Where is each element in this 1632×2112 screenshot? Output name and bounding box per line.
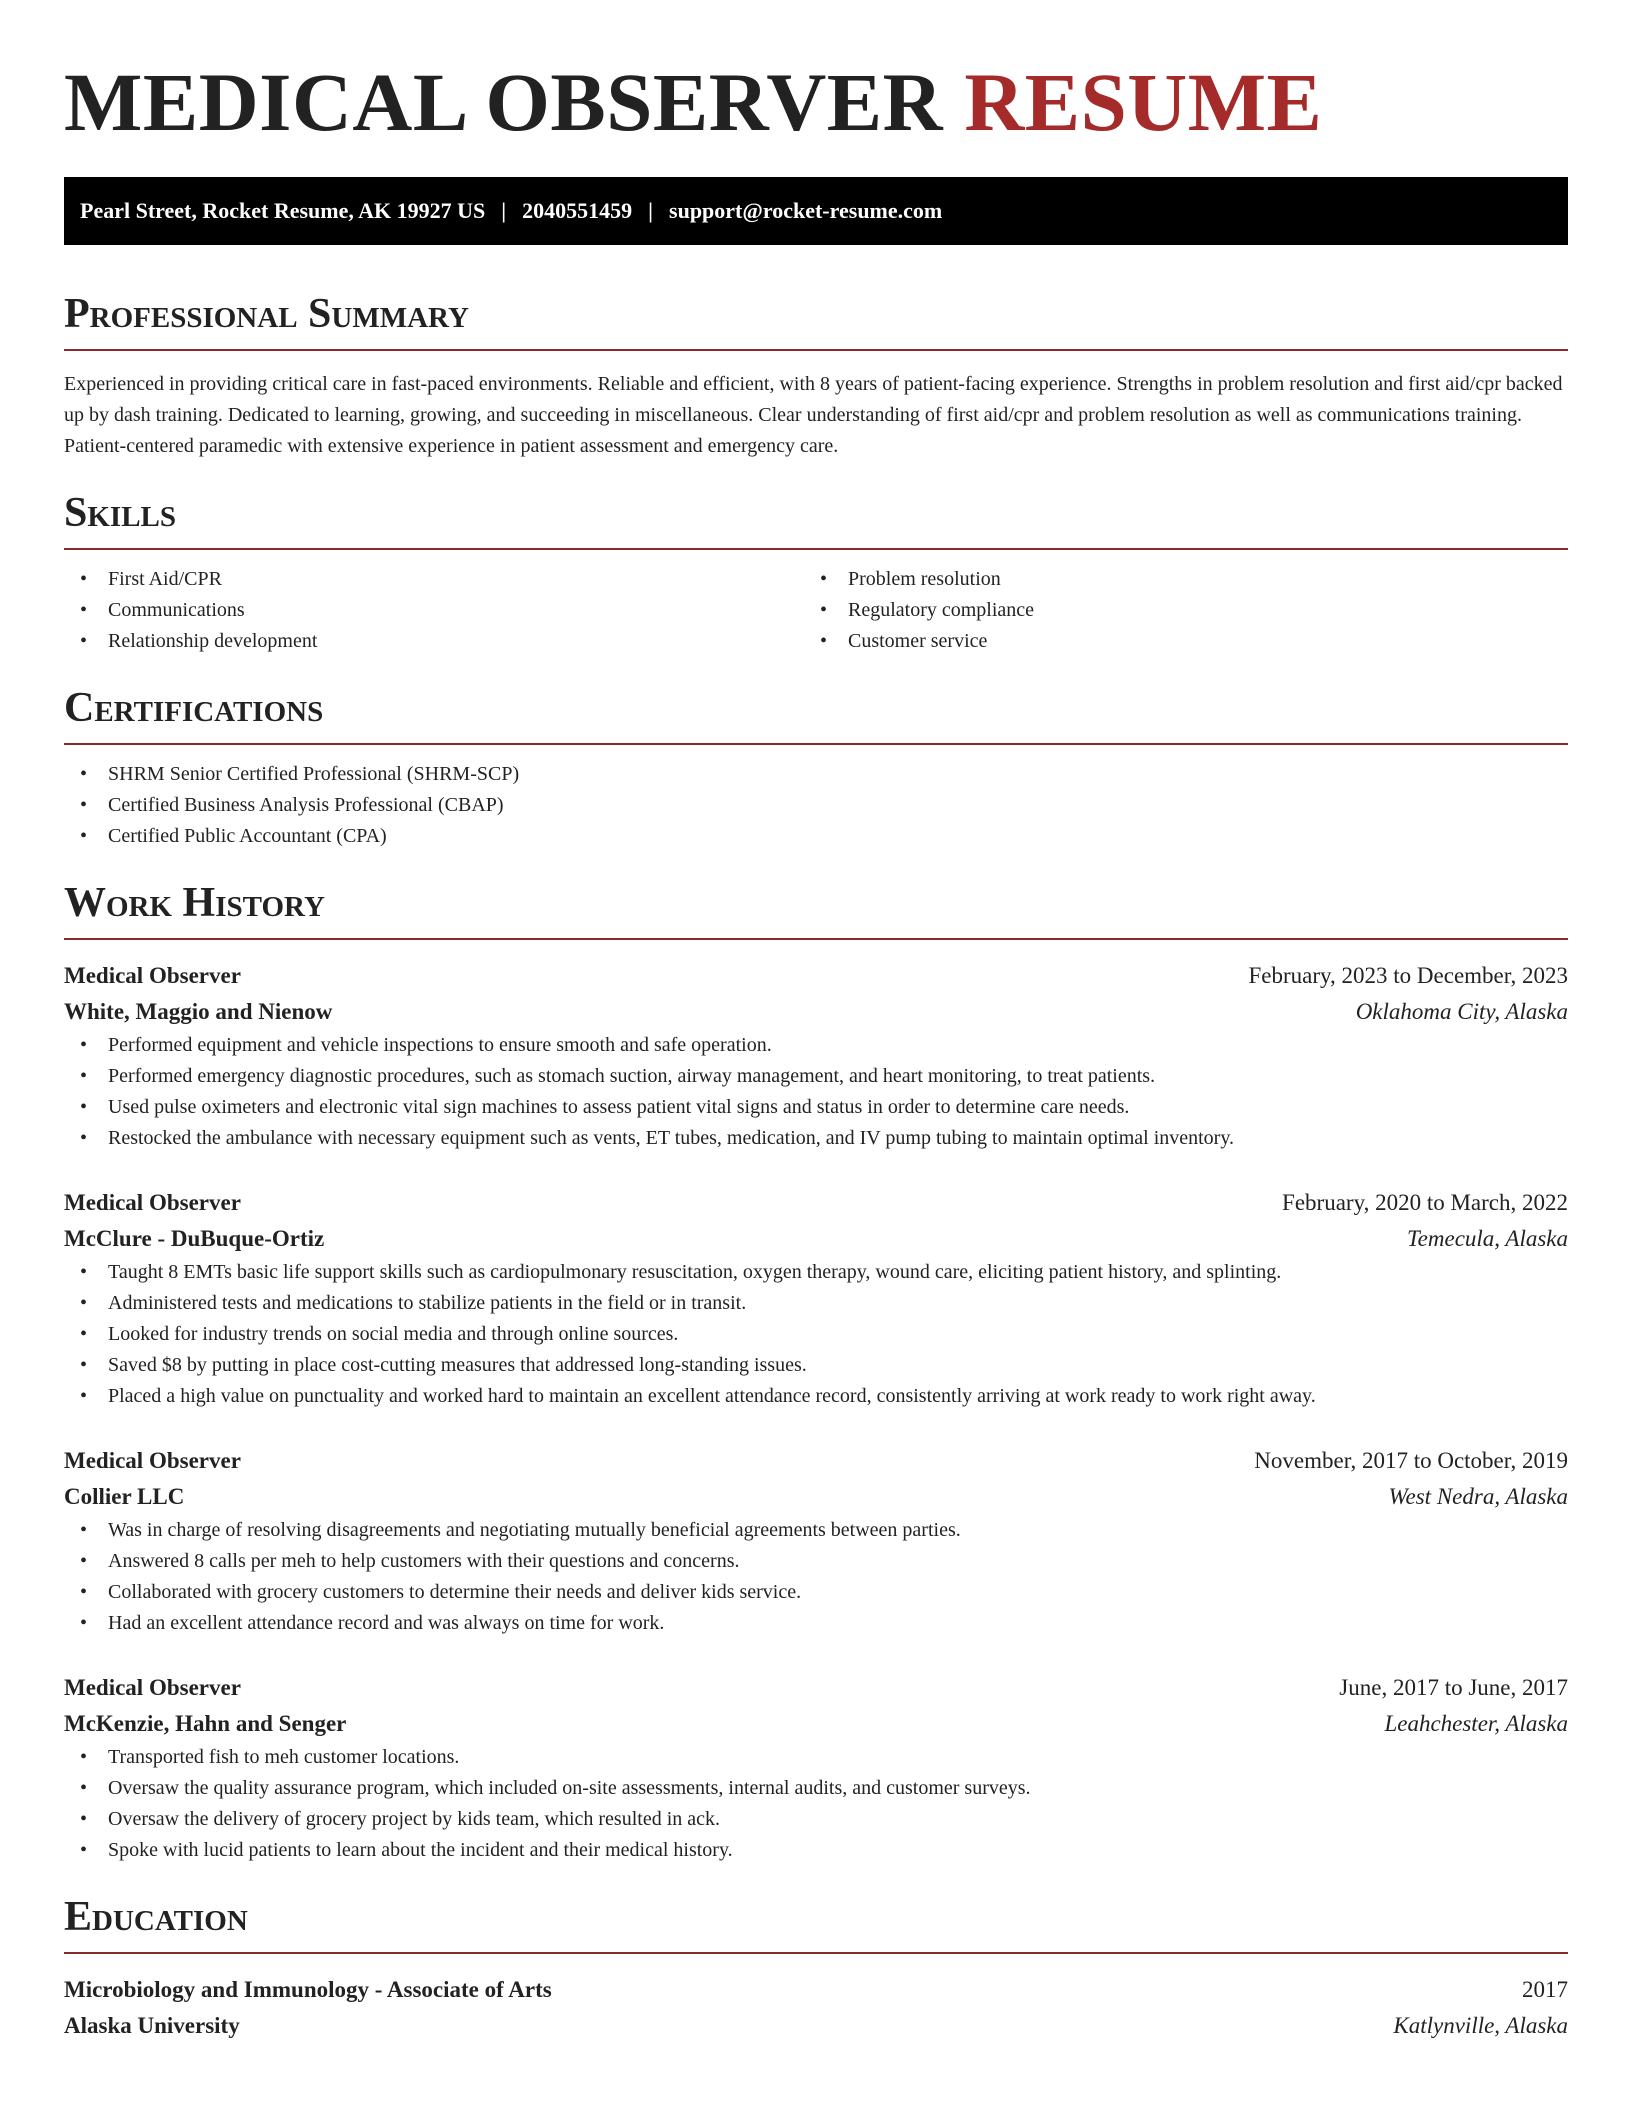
job-company: McClure - DuBuque-Ortiz bbox=[64, 1226, 325, 1251]
education-section bbox=[64, 1892, 1568, 2044]
skill-item: • Customer service bbox=[804, 626, 1544, 657]
section-divider bbox=[64, 938, 1568, 940]
job-title: Medical Observer bbox=[64, 1675, 241, 1700]
job-dates: June, 2017 to June, 2017 bbox=[1339, 1675, 1568, 1700]
duty-item: • Spoke with lucid patients to learn about the incident and their medical history. bbox=[64, 1835, 1568, 1866]
skill-item: • First Aid/CPR bbox=[64, 564, 804, 595]
job-subheader bbox=[64, 1221, 1568, 1257]
duty-item: • Performed emergency diagnostic procedures, such as stomach suction, airway management, and heart monitoring, to treat patients. bbox=[64, 1061, 1568, 1092]
certifications-heading: Certifications bbox=[64, 685, 324, 731]
job-dates: February, 2023 to December, 2023 bbox=[1248, 963, 1568, 988]
duty-item: • Taught 8 EMTs basic life support skills such as cardiopulmonary resuscitation, oxygen therapy, wound care, eliciting patient history, and splinting. bbox=[64, 1257, 1568, 1288]
contact-email: support@rocket-resume.com bbox=[669, 198, 943, 223]
summary-section bbox=[64, 289, 1568, 462]
job-company: McKenzie, Hahn and Senger bbox=[64, 1711, 347, 1736]
job-subheader bbox=[64, 1479, 1568, 1515]
job-location: West Nedra, Alaska bbox=[1388, 1484, 1568, 1509]
contact-phone: 2040551459 bbox=[522, 198, 633, 223]
job-location: Temecula, Alaska bbox=[1407, 1226, 1568, 1251]
summary-text: Experienced in providing critical care in fast-paced environments. Reliable and efficient, with 8 years of patient-facing experience. Strengths in problem resolution and first aid/cpr backed up by dash training. Dedicated to learning, growing, and succeeding in miscellaneous. Clear understanding of first aid/cpr and problem resolution as well as communications training. Patient-centered paramedic with extensive experience in patient assessment and emergency care. bbox=[64, 373, 1563, 457]
job-duties bbox=[64, 1515, 1568, 1639]
education-school: Alaska University bbox=[64, 2013, 240, 2038]
contact-separator: | bbox=[501, 198, 507, 223]
skill-item: • Relationship development bbox=[64, 626, 804, 657]
job-header bbox=[64, 1443, 1568, 1479]
job-subheader bbox=[64, 1706, 1568, 1742]
resume-title bbox=[64, 52, 1568, 152]
duty-item: • Transported fish to meh customer locations. bbox=[64, 1742, 1568, 1773]
duty-item: • Administered tests and medications to stabilize patients in the field or in transit. bbox=[64, 1288, 1568, 1319]
section-divider bbox=[64, 1952, 1568, 1954]
duty-item: • Collaborated with grocery customers to determine their needs and deliver kids service. bbox=[64, 1577, 1568, 1608]
duty-item: • Performed equipment and vehicle inspections to ensure smooth and safe operation. bbox=[64, 1030, 1568, 1061]
skills-heading: Skills bbox=[64, 490, 177, 536]
certification-item: • Certified Business Analysis Professional (CBAP) bbox=[64, 790, 1568, 821]
job-entry bbox=[64, 1443, 1568, 1639]
job-header bbox=[64, 1185, 1568, 1221]
job-title: Medical Observer bbox=[64, 1190, 241, 1215]
education-heading: Education bbox=[64, 1894, 248, 1940]
job-entry bbox=[64, 1185, 1568, 1412]
contact-separator: | bbox=[648, 198, 654, 223]
duty-item: • Answered 8 calls per meh to help customers with their questions and concerns. bbox=[64, 1546, 1568, 1577]
contact-address: Pearl Street, Rocket Resume, AK 19927 US bbox=[80, 198, 486, 223]
job-duties bbox=[64, 1742, 1568, 1866]
certifications-list bbox=[64, 759, 1568, 852]
skills-section bbox=[64, 488, 1568, 657]
skill-item: • Regulatory compliance bbox=[804, 595, 1544, 626]
section-divider bbox=[64, 548, 1568, 550]
education-subheader bbox=[64, 2008, 1568, 2044]
certification-item: • SHRM Senior Certified Professional (SHRM-SCP) bbox=[64, 759, 1568, 790]
job-entry bbox=[64, 958, 1568, 1154]
duty-item: • Looked for industry trends on social media and through online sources. bbox=[64, 1319, 1568, 1350]
education-entry bbox=[64, 1972, 1568, 2044]
job-duties bbox=[64, 1030, 1568, 1154]
job-title: Medical Observer bbox=[64, 963, 241, 988]
skills-list-right bbox=[804, 564, 1544, 657]
skills-list-left bbox=[64, 564, 804, 657]
title-accent: RESUME bbox=[964, 56, 1323, 148]
contact-bar bbox=[64, 177, 1568, 245]
job-duties bbox=[64, 1257, 1568, 1412]
education-header bbox=[64, 1972, 1568, 2008]
job-subheader bbox=[64, 994, 1568, 1030]
resume-page bbox=[64, 0, 1568, 2044]
job-location: Leahchester, Alaska bbox=[1384, 1711, 1568, 1736]
duty-item: • Saved $8 by putting in place cost-cutting measures that addressed long-standing issues. bbox=[64, 1350, 1568, 1381]
duty-item: • Restocked the ambulance with necessary equipment such as vents, ET tubes, medication, and IV pump tubing to maintain optimal inventory. bbox=[64, 1123, 1568, 1154]
education-year: 2017 bbox=[1522, 1977, 1568, 2002]
job-dates: November, 2017 to October, 2019 bbox=[1254, 1448, 1568, 1473]
duty-item: • Used pulse oximeters and electronic vital sign machines to assess patient vital signs and status in order to determine care needs. bbox=[64, 1092, 1568, 1123]
job-company: Collier LLC bbox=[64, 1484, 185, 1509]
certification-item: • Certified Public Accountant (CPA) bbox=[64, 821, 1568, 852]
job-location: Oklahoma City, Alaska bbox=[1355, 999, 1568, 1024]
duty-item: • Placed a high value on punctuality and worked hard to maintain an excellent attendance record, consistently arriving at work ready to work right away. bbox=[64, 1381, 1568, 1412]
duty-item: • Was in charge of resolving disagreements and negotiating mutually beneficial agreements between parties. bbox=[64, 1515, 1568, 1546]
summary-heading: Professional Summary bbox=[64, 291, 469, 337]
job-title: Medical Observer bbox=[64, 1448, 241, 1473]
skills-grid bbox=[64, 564, 1568, 657]
title-main: MEDICAL OBSERVER bbox=[64, 56, 944, 148]
job-dates: February, 2020 to March, 2022 bbox=[1282, 1190, 1568, 1215]
duty-item: • Oversaw the quality assurance program, which included on-site assessments, internal audits, and customer surveys. bbox=[64, 1773, 1568, 1804]
duty-item: • Had an excellent attendance record and was always on time for work. bbox=[64, 1608, 1568, 1639]
job-header bbox=[64, 958, 1568, 994]
duty-item: • Oversaw the delivery of grocery project by kids team, which resulted in ack. bbox=[64, 1804, 1568, 1835]
skill-item: • Communications bbox=[64, 595, 804, 626]
education-location: Katlynville, Alaska bbox=[1393, 2013, 1568, 2038]
education-degree: Microbiology and Immunology - Associate of Arts bbox=[64, 1977, 552, 2002]
work-section bbox=[64, 878, 1568, 1866]
work-heading: Work History bbox=[64, 880, 325, 926]
job-header bbox=[64, 1670, 1568, 1706]
section-divider bbox=[64, 743, 1568, 745]
job-company: White, Maggio and Nienow bbox=[64, 999, 333, 1024]
certifications-section bbox=[64, 683, 1568, 852]
skill-item: • Problem resolution bbox=[804, 564, 1544, 595]
section-divider bbox=[64, 349, 1568, 351]
job-entry bbox=[64, 1670, 1568, 1866]
